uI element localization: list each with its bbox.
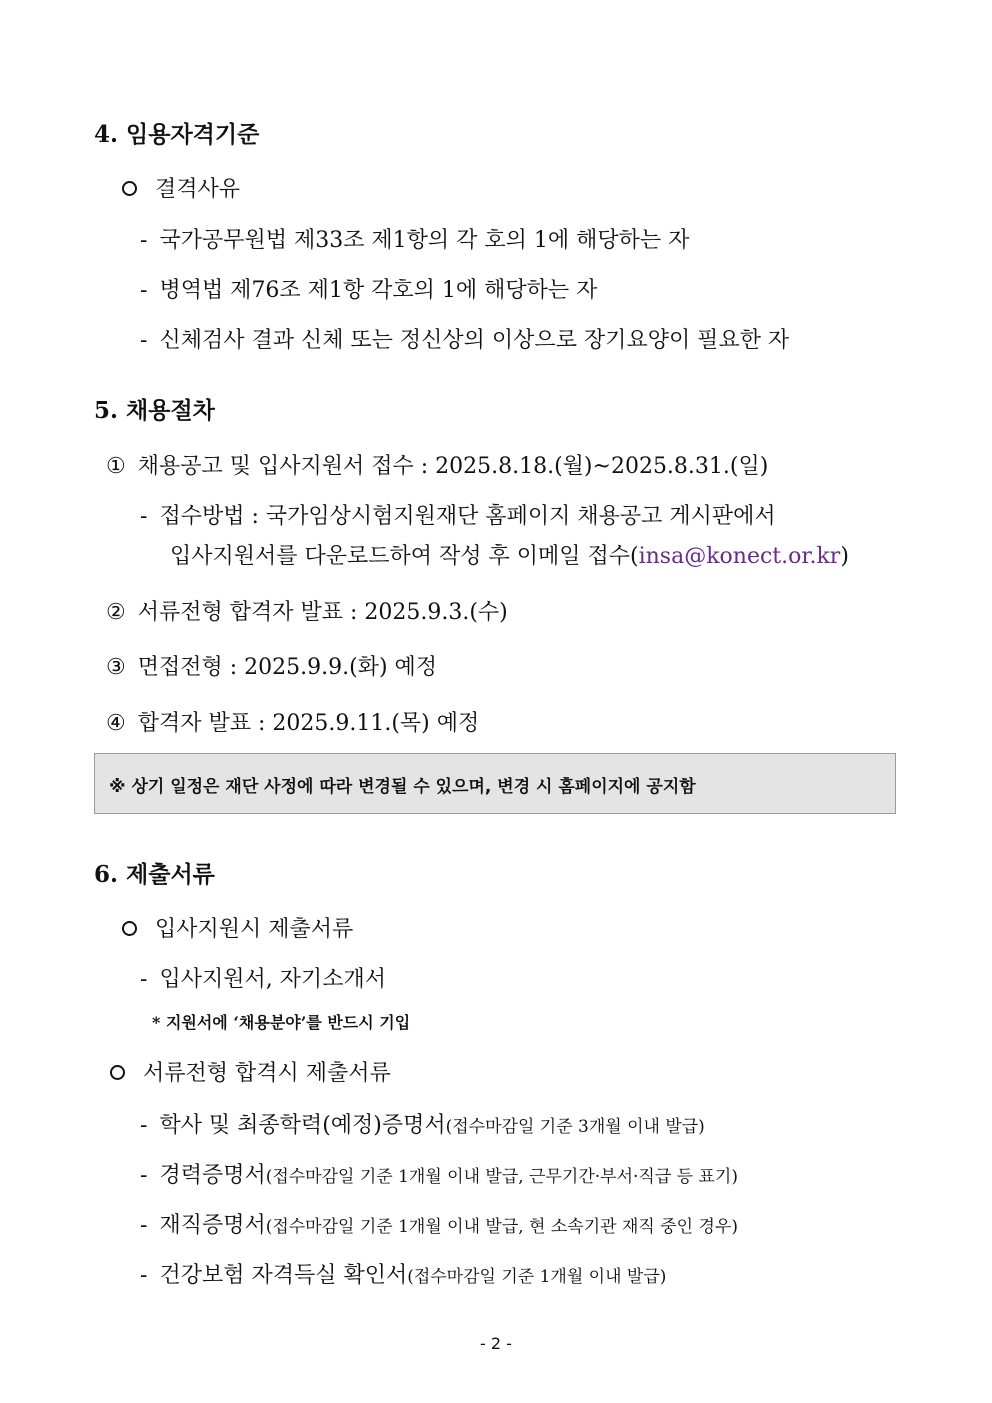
list-item: - 학사 및 최종학력(예정)증명서(접수마감일 기준 3개월 이내 발급) xyxy=(140,1113,705,1138)
list-item: - 신체검사 결과 신체 또는 정신상의 이상으로 장기요양이 필요한 자 xyxy=(140,328,790,353)
step-item: ② 서류전형 합격자 발표 : 2025.9.3.(수) xyxy=(106,600,508,625)
list-item: - 경력증명서(접수마감일 기준 1개월 이내 발급, 근무기간·부서·직급 등 표기) xyxy=(140,1163,738,1188)
schedule-notice-box xyxy=(94,753,896,814)
circle-bullet-icon xyxy=(122,181,137,196)
sec4-subheading: 결격사유 xyxy=(155,177,241,202)
sec6-bullet-2 xyxy=(110,1056,391,1087)
step-item: ① 채용공고 및 입사지원서 접수 : 2025.8.18.(월)~2025.8.31.(일) xyxy=(106,454,769,479)
sec6-subheading-1: 입사지원시 제출서류 xyxy=(155,917,354,942)
list-item: - 입사지원서, 자기소개서 xyxy=(140,967,386,992)
method-line-2: 입사지원서를 다운로드하여 작성 후 이메일 접수(insa@konect.or.kr) xyxy=(170,544,849,569)
circle-bullet-icon xyxy=(122,921,137,936)
list-item: - 건강보험 자격득실 확인서(접수마감일 기준 1개월 이내 발급) xyxy=(140,1263,667,1288)
email-link[interactable]: insa@konect.or.kr xyxy=(638,544,841,569)
method-line-1: - 접수방법 : 국가임상시험지원재단 홈페이지 채용공고 게시판에서 xyxy=(140,504,776,529)
circle-bullet-icon xyxy=(110,1065,125,1080)
page-number: - 2 - xyxy=(480,1334,512,1353)
list-item: - 재직증명서(접수마감일 기준 1개월 이내 발급, 현 소속기관 재직 중인 경우) xyxy=(140,1213,738,1238)
schedule-notice-text: ※ 상기 일정은 재단 사정에 따라 변경될 수 있으며, 변경 시 홈페이지에 공지함 xyxy=(109,777,696,797)
sec6-subheading-2: 서류전형 합격시 제출서류 xyxy=(143,1061,391,1086)
section-4-heading: 4. 임용자격기준 xyxy=(94,121,260,148)
list-item: - 병역법 제76조 제1항 각호의 1에 해당하는 자 xyxy=(140,278,598,303)
sec4-bullet xyxy=(122,172,240,203)
step-item: ④ 합격자 발표 : 2025.9.11.(목) 예정 xyxy=(106,711,480,736)
section-5-heading: 5. 채용절차 xyxy=(94,397,215,424)
list-item: - 국가공무원법 제33조 제1항의 각 호의 1에 해당하는 자 xyxy=(140,228,690,253)
application-note: * 지원서에 ‘채용분야’를 반드시 기입 xyxy=(152,1013,411,1032)
section-6-heading: 6. 제출서류 xyxy=(94,861,215,888)
sec6-bullet-1 xyxy=(122,912,353,943)
step-item: ③ 면접전형 : 2025.9.9.(화) 예정 xyxy=(106,655,438,680)
